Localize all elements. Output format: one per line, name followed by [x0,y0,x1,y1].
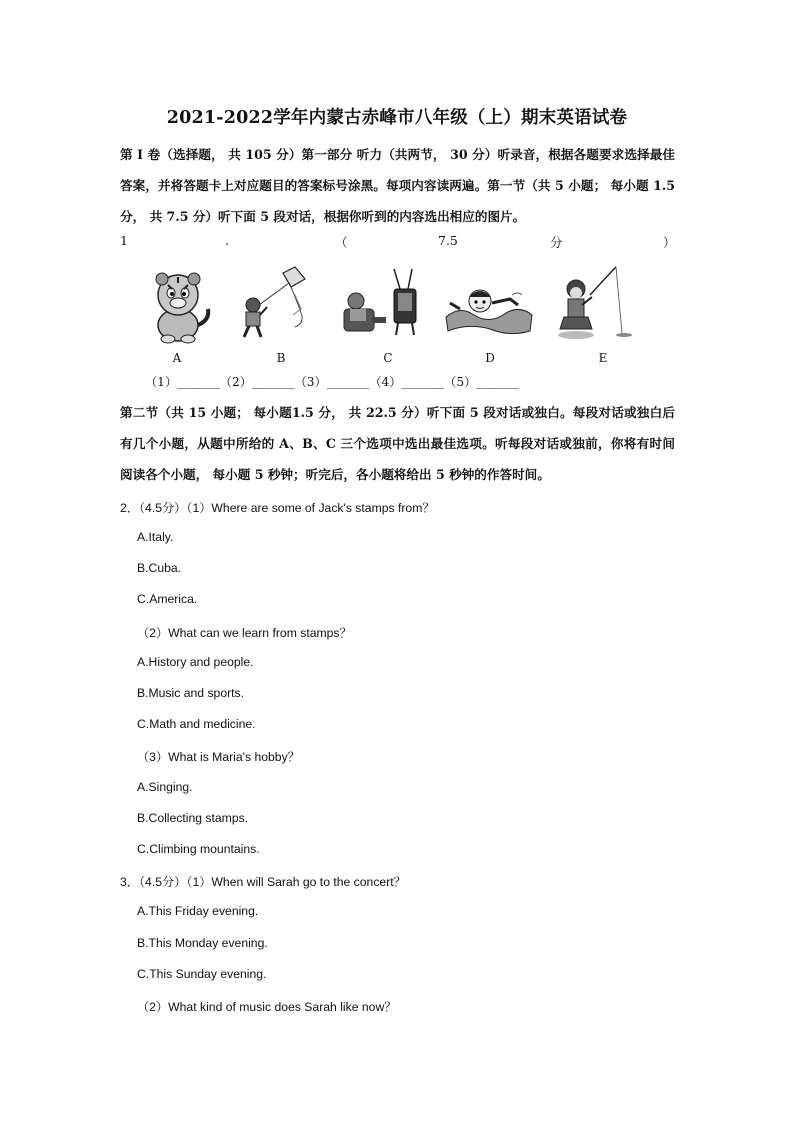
score-close-paren: ） [663,235,676,250]
q2-1-option-b: B.Cuba. [137,561,182,575]
question-3-header: 3．（4.5分）（1）When will Sarah go to the concert？ [120,875,406,889]
question-dot: . [225,233,229,248]
question-number: 1 [120,233,128,248]
q3-1-option-c: C.This Sunday evening. [137,967,267,981]
picture-label-a: A [172,351,182,365]
question-2-header: 2．（4.5分）（1）Where are some of Jack's stamps from？ [120,501,435,515]
q2-2-option-b: B.Music and sports. [137,686,245,700]
picture-options [120,265,675,375]
score-unit: 分 [550,235,563,250]
picture-label-c: C [383,351,393,365]
boy-swimming-icon [440,265,530,343]
q2-3-option-a: A.Singing. [137,780,193,794]
q2-3-option-b: B.Collecting stamps. [137,811,249,825]
part1-instructions: 第 Ⅰ 卷（选择题， 共 105 分）第一部分 听力（共两节， 30 分）听录音，根据各题要求选择最佳答案，并将答题卡上对应题目的答案标号涂黑。每项内容读两遍。第一节（共 5 小题； 每小题 1.5 分， 共 7.5 分）听下面 5 段对话，根据你听到的内容选出相应的图片。 [120,147,675,224]
q2-2-option-c: C.Math and medicine. [137,717,256,731]
question-1-header [120,233,675,261]
tiger-cartoon-icon [138,265,228,343]
q3-subquestion-2: （2）What kind of music does Sarah like now？ [137,1000,397,1014]
q3-1-option-a: A.This Friday evening. [137,904,259,918]
picture-label-d: D [485,351,495,365]
person-watching-tv-icon [338,265,428,343]
score-open-paren: （ [335,235,348,250]
q2-1-option-a: A.Italy. [137,530,174,544]
picture-label-e: E [598,351,608,365]
page-title: 2021-2022学年内蒙古赤峰市八年级（上）期末英语试卷 [166,108,628,128]
answer-blanks: （1）_______（2）_______（3）_______（4）_______（5）_______ [145,375,519,389]
q2-3-option-c: C.Climbing mountains. [137,842,260,856]
picture-label-b: B [276,351,286,365]
boy-flying-kite-icon [235,265,325,343]
q2-subquestion-2: （2）What can we learn from stamps？ [137,626,352,640]
q2-subquestion-3: （3）What is Maria's hobby？ [137,750,300,764]
q3-1-option-b: B.This Monday evening. [137,936,268,950]
part2-instructions: 第二节（共 15 小题； 每小题1.5 分， 共 22.5 分）听下面 5 段对话或独白。每段对话或独白后有几个小题，从题中所给的 A、B、C 三个选项中选出最佳选项。听每段对话或独前，你将有时间阅读各个小题， 每小题 5 秒钟；听完后，各小题将给出 5 秒钟的作答时间。 [120,405,675,482]
boy-fishing-icon [550,265,640,343]
q2-2-option-a: A.History and people. [137,655,254,669]
question-score: 7.5 [438,233,458,248]
q2-1-option-c: C.America. [137,592,198,606]
